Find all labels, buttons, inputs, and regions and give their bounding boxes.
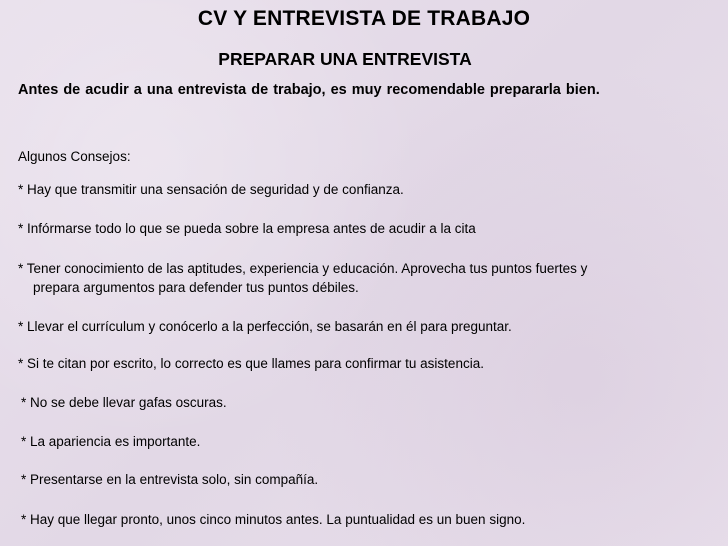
slide-subtitle: PREPARAR UNA ENTREVISTA	[218, 49, 472, 69]
tip-item-continuation: prepara argumentos para defender tus puntos débiles.	[33, 280, 359, 295]
tip-item: * Hay que llegar pronto, unos cinco minutos antes. La puntualidad es un buen signo.	[21, 512, 526, 527]
tips-heading: Algunos Consejos:	[18, 149, 131, 164]
tip-item: * Si te citan por escrito, lo correcto es que llames para confirmar tu asistencia.	[18, 356, 484, 371]
tip-item-line: * Tener conocimiento de las aptitudes, experiencia y educación. Aprovecha tus puntos fuertes y	[18, 261, 588, 276]
intro-paragraph: Antes de acudir a una entrevista de trabajo, es muy recomendable prepararla bien.	[18, 82, 600, 98]
tip-item: * La apariencia es importante.	[21, 434, 201, 449]
tip-item: * Infórmarse todo lo que se pueda sobre la empresa antes de acudir a la cita	[18, 221, 476, 236]
tip-item: * Presentarse en la entrevista solo, sin compañía.	[21, 472, 319, 487]
tip-item: * No se debe llevar gafas oscuras.	[21, 395, 227, 410]
tip-item: * Llevar el currículum y conócerlo a la perfección, se basarán en él para preguntar.	[18, 319, 512, 334]
tip-item	[18, 259, 587, 297]
tip-item: * Hay que transmitir una sensación de seguridad y de confianza.	[18, 182, 404, 197]
slide-title: CV Y ENTREVISTA DE TRABAJO	[197, 7, 531, 30]
